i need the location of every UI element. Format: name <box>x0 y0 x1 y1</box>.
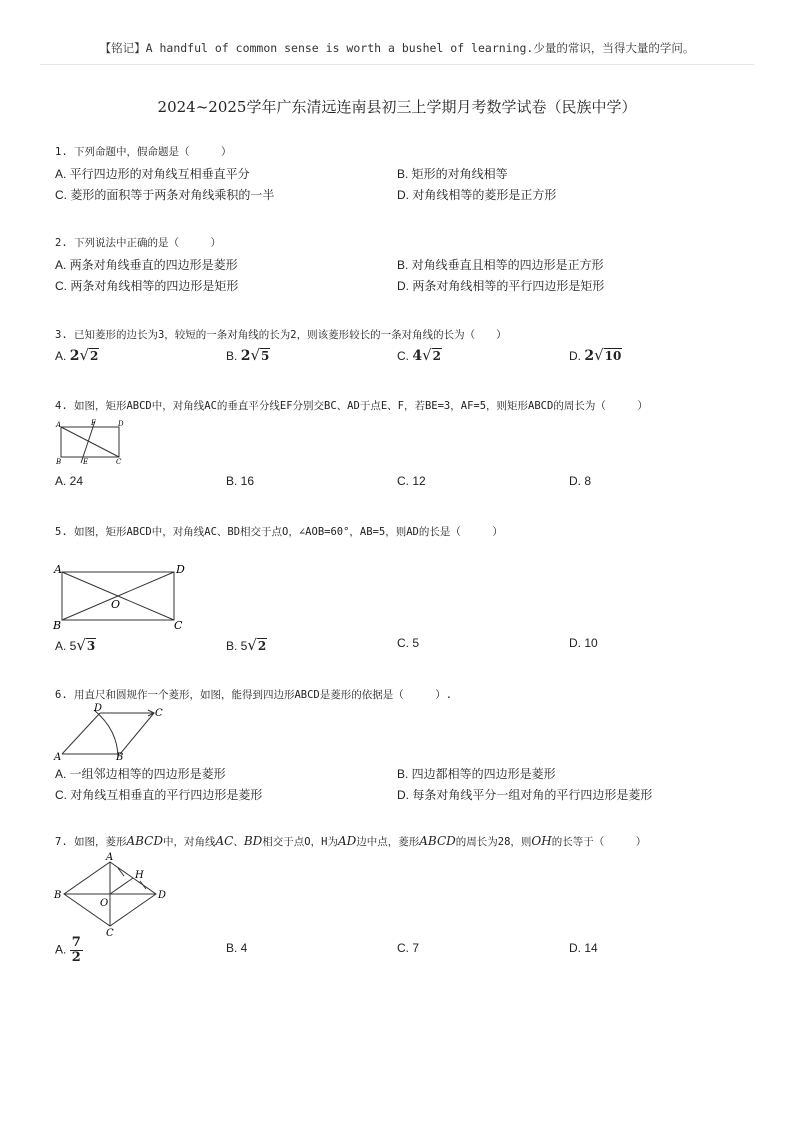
question-1-option-a[interactable]: A. 平行四边形的对角线互相垂直平分 <box>55 167 250 181</box>
label-d: D <box>118 420 124 428</box>
question-2-option-c[interactable]: C. 两条对角线相等的四边形是矩形 <box>55 279 239 293</box>
sqrt-icon: √ <box>250 346 260 364</box>
sqrt-icon: √ <box>594 346 604 364</box>
question-3-option-a[interactable] <box>55 346 99 364</box>
option-label: B. <box>226 349 238 363</box>
question-7-figure <box>52 850 172 936</box>
label-e: E <box>83 458 89 466</box>
stem-text: 7. 如图，菱形 <box>55 836 127 848</box>
math-oh: OH <box>531 834 552 848</box>
label-b: B <box>56 458 62 466</box>
label-c: C <box>155 708 163 719</box>
option-label: C. <box>397 349 409 363</box>
label-c: C <box>174 619 183 632</box>
label-b: B <box>53 619 62 632</box>
question-7-option-c[interactable]: C. 7 <box>397 941 420 955</box>
question-3-stem: 3. 已知菱形的边长为3，较短的一条对角线的长为2，则该菱形较长的一条对角线的长为（ ） <box>55 329 507 341</box>
question-6-option-a[interactable]: A. 一组邻边相等的四边形是菱形 <box>55 767 226 781</box>
stem-text: 边中点，菱形 <box>356 836 420 848</box>
stem-text: 、 <box>233 836 244 848</box>
question-2-stem: 2. 下列说法中正确的是（ ） <box>55 237 221 249</box>
page-title: 2024~2025学年广东清远连南县初三上学期月考数学试卷（民族中学） <box>157 98 637 116</box>
question-6-option-b[interactable]: B. 四边都相等的四边形是菱形 <box>397 767 556 781</box>
label-d: D <box>176 563 185 576</box>
side-bc <box>120 713 154 754</box>
sqrt-icon: √ <box>76 636 86 654</box>
header-divider <box>40 64 754 65</box>
math-abcd: ABCD <box>419 834 456 848</box>
question-3-option-c[interactable] <box>397 346 442 364</box>
header-motto: 【铭记】A handful of common sense is worth a bushel of learning.少量的常识，当得大量的学问。 <box>99 41 695 55</box>
label-b: B <box>54 890 62 901</box>
radicand: 2 <box>90 349 99 363</box>
label-o: O <box>111 598 121 611</box>
question-1-option-d[interactable]: D. 对角线相等的菱形是正方形 <box>397 188 557 202</box>
compass-arc <box>94 710 118 758</box>
question-3-option-d[interactable] <box>569 346 622 364</box>
question-2-option-b[interactable]: B. 对角线垂直且相等的四边形是正方形 <box>397 258 604 272</box>
question-2-option-d[interactable]: D. 两条对角线相等的平行四边形是矩形 <box>397 279 605 293</box>
label-d: D <box>94 703 103 714</box>
label-f: F <box>91 419 96 427</box>
option-label: A. 5 <box>55 639 77 653</box>
option-label: A. <box>55 349 67 363</box>
numerator: 7 <box>71 935 81 950</box>
question-5-option-d[interactable]: D. 10 <box>569 636 598 650</box>
question-3-option-b[interactable] <box>226 346 270 364</box>
question-5-figure <box>52 560 192 632</box>
question-7-option-d[interactable]: D. 14 <box>569 941 598 955</box>
option-label: D. <box>569 349 581 363</box>
question-6-option-c[interactable]: C. 对角线互相垂直的平行四边形是菱形 <box>55 788 263 802</box>
radicand: 3 <box>86 639 96 653</box>
question-6-figure <box>52 700 172 762</box>
question-4-option-a[interactable]: A. 24 <box>55 474 84 488</box>
radicand: 5 <box>261 349 270 363</box>
question-2-option-a[interactable]: A. 两条对角线垂直的四边形是菱形 <box>55 258 238 272</box>
stem-text: 的周长为28，则 <box>455 836 532 848</box>
math-ad: AD <box>337 834 357 848</box>
stem-text: 的长等于（ ） <box>551 836 647 848</box>
sqrt-icon: √ <box>79 346 89 364</box>
math-ac: AC <box>215 834 234 848</box>
sqrt-icon: √ <box>422 346 432 364</box>
label-a: A <box>54 752 62 762</box>
question-7-stem <box>55 834 646 849</box>
tick-mark <box>140 881 146 889</box>
question-1-stem: 1. 下列命题中，假命题是（ ） <box>55 146 232 158</box>
stem-text: 相交于点O，H为 <box>262 836 338 848</box>
question-7-option-b[interactable]: B. 4 <box>226 941 248 955</box>
question-5-option-c[interactable]: C. 5 <box>397 636 420 650</box>
question-4-option-b[interactable]: B. 16 <box>226 474 255 488</box>
denominator: 2 <box>71 950 81 965</box>
question-1-option-c[interactable]: C. 菱形的面积等于两条对角线乘积的一半 <box>55 188 275 202</box>
coefficient: 2 <box>240 348 251 364</box>
question-5-option-b[interactable] <box>226 636 267 654</box>
stem-text: 中，对角线 <box>162 836 216 848</box>
label-c: C <box>116 458 122 466</box>
option-label: A. <box>55 942 67 957</box>
label-a: A <box>54 563 62 576</box>
radicand: 2 <box>432 349 442 363</box>
coefficient: 2 <box>69 348 80 364</box>
label-o: O <box>100 898 109 909</box>
question-6-option-d[interactable]: D. 每条对角线平分一组对角的平行四边形是菱形 <box>397 788 653 802</box>
fraction <box>70 936 83 965</box>
option-label: B. 5 <box>226 639 248 653</box>
label-a: A <box>56 421 62 429</box>
question-4-option-d[interactable]: D. 8 <box>569 474 592 488</box>
label-b: B <box>116 752 124 762</box>
question-5-option-a[interactable] <box>55 636 96 654</box>
radicand: 2 <box>257 639 267 653</box>
side-ad <box>62 713 100 754</box>
coefficient: 2 <box>584 348 595 364</box>
sqrt-icon: √ <box>247 636 257 654</box>
question-7-option-a[interactable] <box>55 936 83 965</box>
question-5-stem: 5. 如图，矩形ABCD中，对角线AC、BD相交于点O，∠AOB=60°，AB=5，则AD的长是（ ） <box>55 526 503 538</box>
coefficient: 4 <box>412 348 423 364</box>
question-4-option-c[interactable]: C. 12 <box>397 474 426 488</box>
question-4-figure <box>55 418 127 466</box>
label-c: C <box>106 928 114 936</box>
label-a: A <box>106 852 114 863</box>
question-1-option-b[interactable]: B. 矩形的对角线相等 <box>397 167 508 181</box>
label-d: D <box>158 890 167 901</box>
question-6-stem: 6. 用直尺和圆规作一个菱形，如图，能得到四边形ABCD是菱形的依据是（ ）. <box>55 689 453 701</box>
math-abcd: ABCD <box>126 834 163 848</box>
radicand: 10 <box>604 349 622 363</box>
diagonal-ac <box>61 427 119 457</box>
label-h: H <box>135 870 144 881</box>
question-4-stem: 4. 如图，矩形ABCD中，对角线AC的垂直平分线EF分别交BC、AD于点E、F，若BE=3，AF=5，则矩形ABCD的周长为（ ） <box>55 400 648 412</box>
math-bd: BD <box>243 834 263 848</box>
segment-oh <box>110 878 133 894</box>
